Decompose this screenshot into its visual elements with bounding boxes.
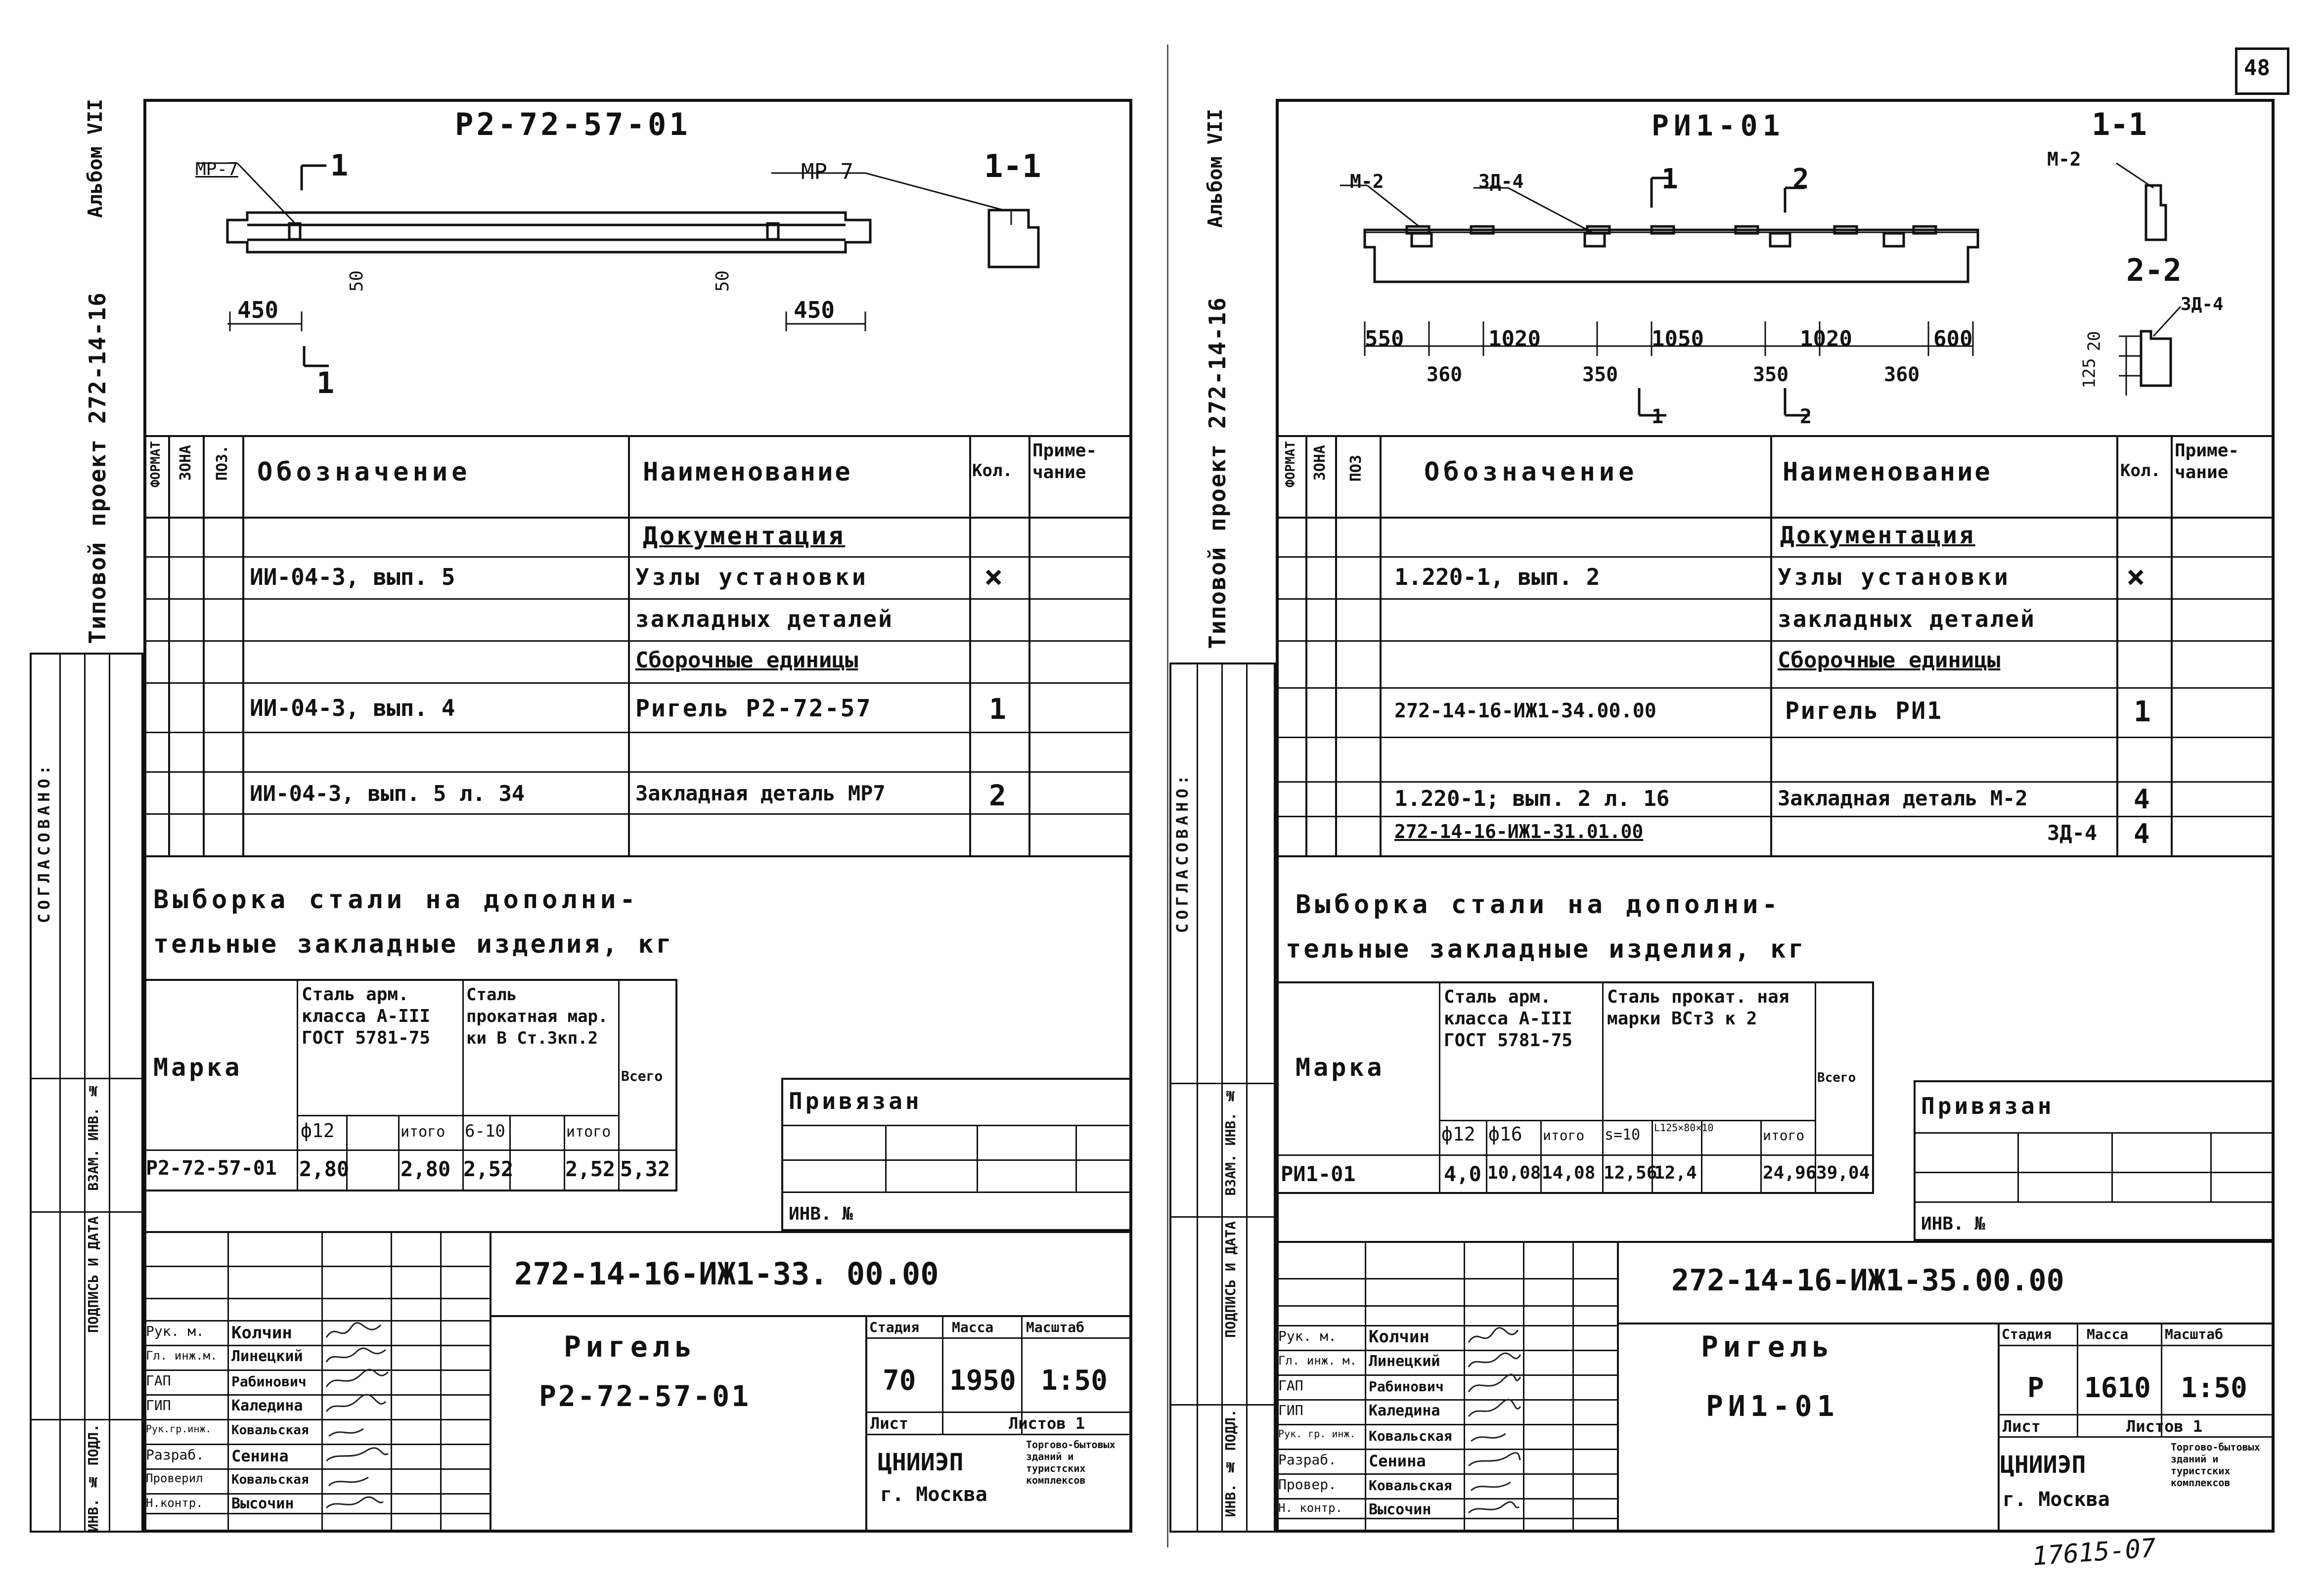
- right-side-podpis: ПОДПИСЬ И ДАТА: [1222, 1221, 1239, 1338]
- left-drawing-title: Р2-72-57-01: [455, 106, 691, 142]
- right-tb-stadia: Р: [2027, 1372, 2044, 1404]
- right-steel-title-1: Выборка стали на дополни-: [1296, 890, 1782, 920]
- right-spec-oboz-4: 272-14-16-ИЖ1-34.00.00: [1394, 700, 1656, 722]
- right-tb-name2: РИ1-01: [1706, 1389, 1839, 1423]
- left-tb-role-1: Гл. инж.м.: [146, 1349, 218, 1363]
- right-side-project: Типовой проект 272-14-16: [1204, 297, 1231, 649]
- left-tb-list: Лист: [870, 1414, 909, 1433]
- right-tb-org2: г. Москва: [2003, 1488, 2110, 1511]
- left-side-agreed: СОГЛАСОВАНО:: [35, 761, 53, 924]
- right-tb-name-3: Каледина: [1369, 1402, 1440, 1419]
- right-spec-h-naim: Наименование: [1783, 457, 1992, 487]
- right-spec-naim-0: Документация: [1780, 522, 1975, 549]
- left-steel-row-6: 2,52: [565, 1157, 616, 1181]
- right-tb-role-2: ГАП: [1278, 1377, 1303, 1394]
- left-tb-massa: 1950: [949, 1365, 1016, 1397]
- left-spec-h-poz: ПОЗ.: [214, 445, 231, 481]
- left-steel-sub-5: итого: [566, 1123, 611, 1141]
- right-tb-role-7: Н. контр.: [1278, 1501, 1343, 1515]
- left-side-vzam: ВЗАМ. ИНВ. №: [85, 1083, 101, 1191]
- right-side-vzam: ВЗАМ. ИНВ. №: [1222, 1088, 1239, 1196]
- right-spec-naim-6: Закладная деталь М-2: [1778, 786, 2028, 810]
- right-signatures: [1464, 1325, 1523, 1518]
- left-spec-oboz-6: ИИ-04-3, вып. 5 л. 34: [250, 781, 525, 806]
- right-spec-kol-1: ×: [2126, 559, 2145, 595]
- right-beam-drawing: [1276, 99, 2275, 435]
- left-beam-drawing: [143, 99, 1132, 435]
- right-dim-20: 20: [2084, 331, 2104, 352]
- right-tb-name-7: Высочин: [1369, 1501, 1431, 1518]
- left-dim-450-left: 450: [237, 297, 279, 323]
- left-spec-naim-0: Документация: [643, 522, 846, 550]
- right-tb-name-6: Ковальская: [1369, 1477, 1452, 1494]
- left-dim-50-right: 50: [713, 270, 733, 292]
- left-spec-naim-4: Ригель Р2-72-57: [635, 695, 872, 722]
- right-tb-name-4: Ковальская: [1369, 1428, 1452, 1444]
- left-cut-bottom: 1: [316, 366, 335, 400]
- right-spec-oboz-6: 1.220-1; вып. 2 л. 16: [1394, 786, 1670, 811]
- right-tb-role-4: Рук. гр. инж.: [1278, 1428, 1356, 1440]
- right-steel-sub-0: ф12: [1441, 1123, 1475, 1145]
- left-spec-kol-4: 1: [989, 692, 1006, 726]
- right-tb-role-5: Разраб.: [1278, 1452, 1337, 1468]
- right-steel-sub-1: ф16: [1488, 1123, 1522, 1145]
- right-label-zd4-section: ЗД-4: [2181, 294, 2224, 314]
- left-cut-top: 1: [330, 148, 349, 183]
- left-tb-name-1: Линецкий: [231, 1348, 303, 1365]
- left-tb-name-0: Колчин: [231, 1323, 292, 1343]
- right-spec-oboz-7: 272-14-16-ИЖ1-31.01.00: [1394, 821, 1644, 842]
- left-steel-title-2: тельные закладные изделия, кг: [153, 929, 674, 959]
- left-tb-masshtab-h: Масштаб: [1026, 1319, 1085, 1335]
- right-steel-h-group1: Сталь арм. класса А-III ГОСТ 5781-75: [1444, 987, 1573, 1051]
- right-tb-name-5: Сенина: [1369, 1452, 1426, 1470]
- left-tb-role-5: Разраб.: [146, 1447, 205, 1463]
- right-section1: 1-1: [2092, 106, 2147, 142]
- right-side-inv: ИНВ. № ПОДЛ.: [1222, 1409, 1239, 1517]
- right-dim-top-2: 1050: [1652, 326, 1704, 352]
- right-steel-row-4: 12,56: [1604, 1163, 1657, 1183]
- left-side-album: Альбом VII: [84, 99, 107, 218]
- right-spec-h-prim: Приме-чание: [2175, 441, 2239, 483]
- left-tb-org2: г. Москва: [880, 1483, 987, 1506]
- right-tb-stadia-h: Стадия: [2002, 1326, 2052, 1342]
- right-tb-org-small: Торгово-бытовых зданий и туристских комплексов: [2171, 1441, 2260, 1489]
- left-side-inv: ИНВ. № ПОДЛ.: [85, 1424, 101, 1532]
- right-steel-row-8: 39,04: [1816, 1163, 1870, 1183]
- left-signatures: [321, 1320, 391, 1513]
- left-inv-no: ИНВ. №: [789, 1204, 853, 1224]
- right-tb-role-6: Провер.: [1278, 1476, 1337, 1493]
- left-spec-h-oboz: Обозначение: [257, 457, 471, 487]
- left-spec-naim-6: Закладная деталь МР7: [635, 781, 886, 805]
- left-tb-name-6: Ковальская: [231, 1472, 309, 1487]
- right-tb-masshtab: 1:50: [2181, 1372, 2247, 1404]
- left-tb-role-4: Рук.гр.инж.: [146, 1423, 212, 1435]
- left-label-mp7-left: МР-7: [195, 159, 238, 179]
- left-tb-role-7: Н.контр.: [146, 1496, 203, 1510]
- right-tb-name-0: Колчин: [1369, 1327, 1430, 1347]
- right-tb-name-1: Линецкий: [1369, 1353, 1440, 1370]
- right-cut2b: 2: [1800, 405, 1812, 428]
- right-inv-no: ИНВ. №: [1921, 1214, 1986, 1234]
- sheet-fold-line: [1167, 44, 1168, 1547]
- left-tb-name1: Ригель: [564, 1330, 697, 1364]
- left-tb-massa-h: Масса: [952, 1319, 994, 1335]
- right-spec-h-oboz: Обозначение: [1424, 457, 1638, 487]
- left-tb-org1: ЦНИИЭП: [878, 1449, 964, 1476]
- right-spec-naim-2: закладных деталей: [1778, 606, 2036, 632]
- right-steel-h-group2: Сталь прокат. ная марки ВСт3 к 2: [1607, 987, 1789, 1029]
- left-tb-name-7: Высочин: [231, 1495, 294, 1512]
- right-steel-sub-2: итого: [1543, 1127, 1585, 1144]
- left-spec-kol-6: 2: [989, 779, 1006, 812]
- left-steel-sub-0: ф12: [301, 1120, 335, 1142]
- right-spec-kol-7: 4: [2134, 818, 2150, 849]
- left-spec-h-prim: Приме-чание: [1032, 441, 1097, 483]
- bottom-stamp: 17615-07: [2031, 1533, 2157, 1572]
- left-spec-h-format: ФОРМАТ: [148, 441, 163, 487]
- right-cut2: 2: [1792, 163, 1809, 195]
- left-tb-name-4: Ковальская: [231, 1423, 309, 1438]
- right-dim-top-1: 1020: [1488, 326, 1541, 352]
- right-tb-role-3: ГИП: [1278, 1402, 1303, 1418]
- left-dim-50-left: 50: [347, 270, 367, 292]
- left-steel-row-7: 5,32: [620, 1157, 670, 1181]
- left-steel-h-marka: Марка: [153, 1053, 243, 1082]
- right-dim-top-0: 550: [1365, 326, 1404, 352]
- right-tb-name1: Ригель: [1701, 1330, 1834, 1364]
- right-tb-massa: 1610: [2084, 1372, 2151, 1404]
- right-tb-listov: Листов 1: [2126, 1417, 2203, 1436]
- right-spec-h-poz: ПОЗ: [1347, 455, 1365, 482]
- right-spec-h-kol: Кол.: [2120, 461, 2161, 481]
- left-spec-oboz-4: ИИ-04-3, вып. 4: [250, 695, 455, 721]
- right-tb-masshtab-h: Масштаб: [2165, 1326, 2224, 1342]
- right-steel-row-3: 14,08: [1542, 1163, 1596, 1183]
- left-spec-oboz-1: ИИ-04-3, вып. 5: [250, 564, 455, 590]
- right-steel-row-2: 10,08: [1487, 1163, 1541, 1183]
- left-privyazan: Привязан: [789, 1088, 922, 1114]
- right-dim-top-3: 1020: [1800, 326, 1852, 352]
- left-dim-450-right: 450: [794, 297, 835, 323]
- left-spec-h-zona: ЗОНА: [177, 445, 194, 481]
- left-steel-h-group1: Сталь арм. класса А-III ГОСТ 5781-75: [302, 984, 431, 1048]
- right-steel-title-2: тельные закладные изделия, кг: [1286, 934, 1806, 964]
- right-spec-naim-3: Сборочные единицы: [1778, 648, 2001, 673]
- right-steel-sub-6: итого: [1763, 1127, 1805, 1144]
- right-dim-bot-1: 350: [1582, 363, 1618, 386]
- right-spec-h-format: ФОРМАТ: [1283, 441, 1298, 487]
- left-tb-role-3: ГИП: [146, 1397, 171, 1413]
- right-side-album: Альбом VII: [1204, 109, 1227, 228]
- right-dim-bot-0: 360: [1427, 363, 1463, 386]
- left-tb-org-small: Торгово-бытовых зданий и туристских комплексов: [1026, 1439, 1116, 1486]
- right-spec-naim-4: Ригель РИ1: [1785, 697, 1943, 725]
- left-side-project: Типовой проект 272-14-16: [84, 292, 111, 644]
- right-side-agreed: СОГЛАСОВАНО:: [1173, 771, 1192, 933]
- left-steel-h-total: Всего: [621, 1068, 663, 1084]
- right-dim-125: 125: [2079, 358, 2100, 389]
- left-tb-name-5: Сенина: [231, 1447, 289, 1465]
- right-tb-name-2: Рабинович: [1369, 1378, 1444, 1395]
- left-tb-listov: Листов 1: [1009, 1414, 1085, 1433]
- left-spec-h-kol: Кол.: [972, 461, 1013, 481]
- left-steel-row-marka: Р2-72-57-01: [146, 1157, 277, 1180]
- right-spec-kol-6: 4: [2134, 784, 2150, 815]
- right-label-zd4: ЗД-4: [1478, 171, 1524, 192]
- right-dim-bot-2: 350: [1753, 363, 1789, 386]
- right-drawing-title: РИ1-01: [1652, 109, 1785, 142]
- page-number: 48: [2244, 55, 2270, 81]
- left-tb-masshtab: 1:50: [1041, 1365, 1108, 1397]
- right-steel-row-5: 12,4: [1654, 1163, 1697, 1183]
- left-tb-role-0: Рук. м.: [146, 1323, 205, 1339]
- left-tb-stadia: 70: [883, 1365, 916, 1397]
- left-label-mp7-right: МР 7: [801, 159, 853, 184]
- right-spec-h-zona: ЗОНА: [1311, 445, 1329, 481]
- right-spec-oboz-1: 1.220-1, вып. 2: [1394, 564, 1600, 590]
- right-dim-bot-3: 360: [1884, 363, 1920, 386]
- right-tb-role-1: Гл. инж. м.: [1278, 1354, 1357, 1367]
- right-cut1b: 1: [1652, 405, 1664, 428]
- right-tb-role-0: Рук. м.: [1278, 1328, 1337, 1344]
- right-spec-naim-1: Узлы установки: [1778, 564, 2011, 590]
- right-dim-top-4: 600: [1933, 326, 1973, 352]
- right-privyazan: Привязан: [1921, 1093, 2055, 1119]
- right-spec-naim-7: ЗД-4: [2047, 821, 2098, 845]
- left-spec-h-naim: Наименование: [643, 457, 852, 487]
- right-cut1: 1: [1661, 163, 1678, 195]
- left-spec-naim-1: Узлы установки: [635, 564, 869, 590]
- right-tb-list: Лист: [2003, 1417, 2041, 1436]
- right-tb-code: 272-14-16-ИЖ1-35.00.00: [1671, 1263, 2064, 1298]
- left-steel-sub-3: 6-10: [465, 1121, 505, 1141]
- left-steel-sub-2: итого: [401, 1123, 446, 1141]
- left-steel-row-1: 2,80: [299, 1157, 350, 1181]
- left-tb-name-3: Каледина: [231, 1397, 303, 1414]
- right-spec-kol-4: 1: [2134, 695, 2151, 728]
- right-section2: 2-2: [2126, 252, 2182, 288]
- left-tb-role-6: Проверил: [146, 1471, 203, 1485]
- right-tb-org1: ЦНИИЭП: [2000, 1451, 2086, 1479]
- left-tb-role-2: ГАП: [146, 1372, 171, 1389]
- left-tb-name-2: Рабинович: [231, 1373, 307, 1390]
- left-section-label: 1-1: [984, 148, 1041, 185]
- left-tb-name2: Р2-72-57-01: [539, 1379, 751, 1413]
- right-steel-row-7: 24,96: [1763, 1163, 1817, 1183]
- left-steel-row-3: 2,80: [401, 1157, 451, 1181]
- right-steel-sub-4: L125×80×10: [1654, 1122, 1714, 1134]
- right-tb-massa-h: Масса: [2087, 1326, 2129, 1342]
- left-steel-row-4: 2,52: [463, 1157, 514, 1181]
- right-steel-h-total: Всего: [1817, 1070, 1856, 1085]
- right-steel-row-marka: РИ1-01: [1281, 1162, 1356, 1186]
- left-steel-h-group2: Сталь прокатная мар. ки В Ст.3кп.2: [466, 985, 608, 1048]
- left-spec-kol-1: ×: [984, 559, 1003, 595]
- right-label-m2-right: М-2: [2047, 148, 2081, 170]
- right-steel-h-marka: Марка: [1296, 1053, 1385, 1082]
- right-label-m2-left: М-2: [1350, 171, 1384, 192]
- left-side-podpis: ПОДПИСЬ И ДАТА: [85, 1216, 101, 1333]
- left-spec-naim-3: Сборочные единицы: [635, 648, 858, 673]
- left-tb-code: 272-14-16-ИЖ1-33. 00.00: [514, 1256, 939, 1292]
- right-steel-sub-3: s=10: [1605, 1126, 1641, 1144]
- right-steel-row-1: 4,0: [1444, 1162, 1481, 1186]
- left-tb-stadia-h: Стадия: [869, 1319, 920, 1335]
- left-spec-naim-2: закладных деталей: [635, 606, 894, 632]
- left-steel-title-1: Выборка стали на дополни-: [153, 885, 639, 915]
